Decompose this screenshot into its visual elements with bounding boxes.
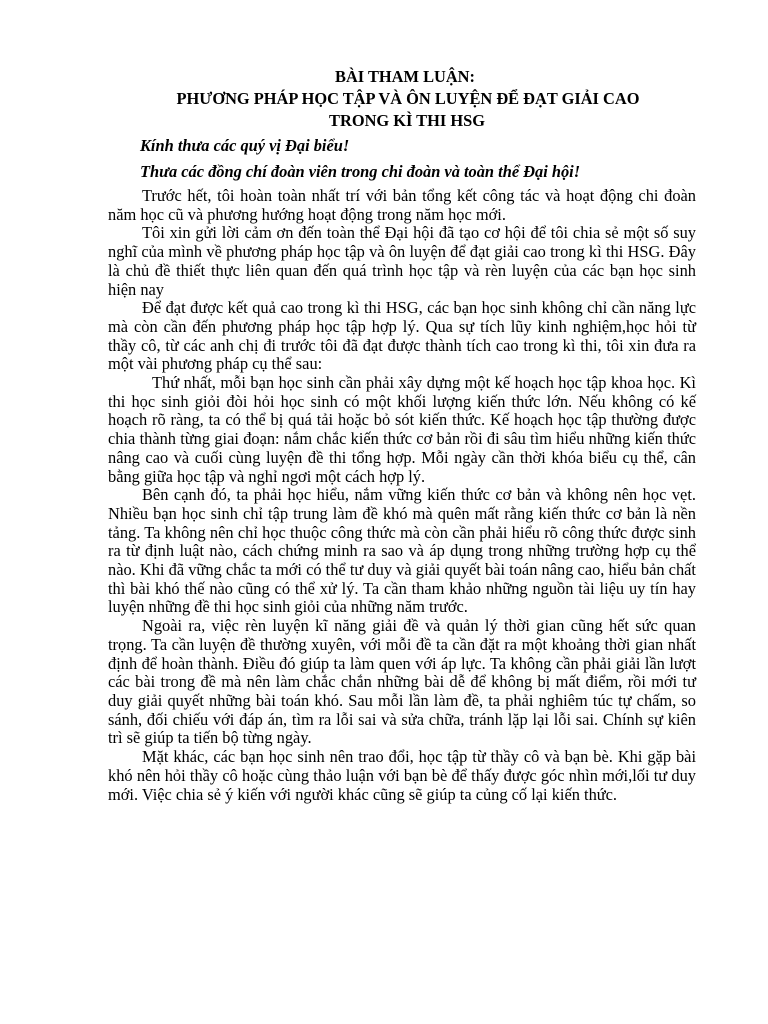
- title-line-2: PHƯƠNG PHÁP HỌC TẬP VÀ ÔN LUYỆN ĐỂ ĐẠT GIẢI CAO: [176, 89, 640, 108]
- paragraph-study-plan: Thứ nhất, mỗi bạn học sinh cần phải xây dựng một kế hoạch học tập khoa học. Kì thi học sinh giỏi đòi hỏi học sinh có một khối lượng kiến thức lớn. Nếu không có kế hoạch rõ ràng, ta có thể bị quá tải hoặc bỏ sót kiến thức. Kế hoạch học tập thường được chia thành từng giai đoạn: nắm chắc kiến thức cơ bản rồi đi sâu tìm hiểu những kiến thức nâng cao và cuối cùng luyện đề thi tổng hợp. Mỗi ngày cần thời khóa biểu cụ thể, cân bằng giữa học tập và nghỉ ngơi một cách hợp lý.: [108, 373, 696, 486]
- paragraph-exam-practice: Ngoài ra, việc rèn luyện kĩ năng giải đề và quản lý thời gian cũng hết sức quan trọng. Ta cần luyện đề thường xuyên, với mỗi đề ta cần đặt ra một khoảng thời gian nhất định để hoàn thành. Điều đó giúp ta làm quen với áp lực. Ta không cần phải giải lần lượt các bài trong đề mà nên làm chắc chắn những bài dễ để không bị mất điểm, rồi mới tư duy giải quyết những bài toán khó. Sau mỗi lần làm đề, ta phải nghiêm túc tự chấm, so sánh, đối chiếu với đáp án, tìm ra lỗi sai và sửa chữa, tránh lặp lại lỗi sai. Chính sự kiên trì sẽ giúp ta tiến bộ từng ngày.: [108, 616, 696, 748]
- paragraph-intro: Trước hết, tôi hoàn toàn nhất trí với bản tổng kết công tác và hoạt động chi đoàn năm học cũ và phương hướng hoạt động trong năm học mới.: [108, 186, 696, 224]
- greeting-delegates: Kính thưa các quý vị Đại biểu!: [140, 136, 350, 155]
- title-line-3: TRONG KÌ THI HSG: [329, 111, 485, 130]
- document-body: [108, 66, 696, 804]
- paragraph-thanks: Tôi xin gửi lời cảm ơn đến toàn thể Đại hội đã tạo cơ hội để tôi chia sẻ một số suy nghĩ của mình về phương pháp học tập và ôn luyện để đạt giải cao trong kì thi HSG. Đây là chủ đề thiết thực liên quan đến quá trình học tập và rèn luyện của các bạn học sinh hiện nay: [108, 223, 696, 299]
- title-line-1: BÀI THAM LUẬN:: [335, 67, 475, 86]
- paragraph-fundamentals: Bên cạnh đó, ta phải học hiểu, nắm vững kiến thức cơ bản và không nên học vẹt. Nhiều bạn học sinh chỉ tập trung làm đề khó mà quên mất rằng kiến thức cơ bản là nền tảng. Ta không nên chỉ học thuộc công thức mà còn cần phải hiểu rõ công thức được sinh ra từ định luật nào, cách chứng minh ra sao và áp dụng trong những trường hợp cụ thể nào. Khi đã vững chắc ta mới có thể tư duy và giải quyết bài toán nâng cao, hiểu bản chất thì bài khó thế nào cũng có thể xử lý. Ta cần tham khảo những nguồn tài liệu uy tín hay luyện những đề thi học sinh giỏi của những năm trước.: [108, 485, 696, 617]
- paragraph-overview: Để đạt được kết quả cao trong kì thi HSG, các bạn học sinh không chỉ cần năng lực mà còn cần đến phương pháp học tập hợp lý. Qua sự tích lũy kinh nghiệm,học hỏi từ thầy cô, từ các anh chị đi trước tôi đã đạt được thành tích cao trong kì thi, tôi xin đưa ra một vài phương pháp cụ thể sau:: [108, 298, 696, 374]
- paragraph-collaboration: Mặt khác, các bạn học sinh nên trao đổi, học tập từ thầy cô và bạn bè. Khi gặp bài khó nên hỏi thầy cô hoặc cùng thảo luận với bạn bè để thấy được góc nhìn mới,lối tư duy mới. Việc chia sẻ ý kiến với người khác cũng sẽ giúp ta củng cố lại kiến thức.: [108, 747, 696, 804]
- document-title: [108, 66, 696, 132]
- greeting-members: Thưa các đồng chí đoàn viên trong chi đoàn và toàn thể Đại hội!: [140, 162, 581, 181]
- speech-text: [108, 187, 696, 804]
